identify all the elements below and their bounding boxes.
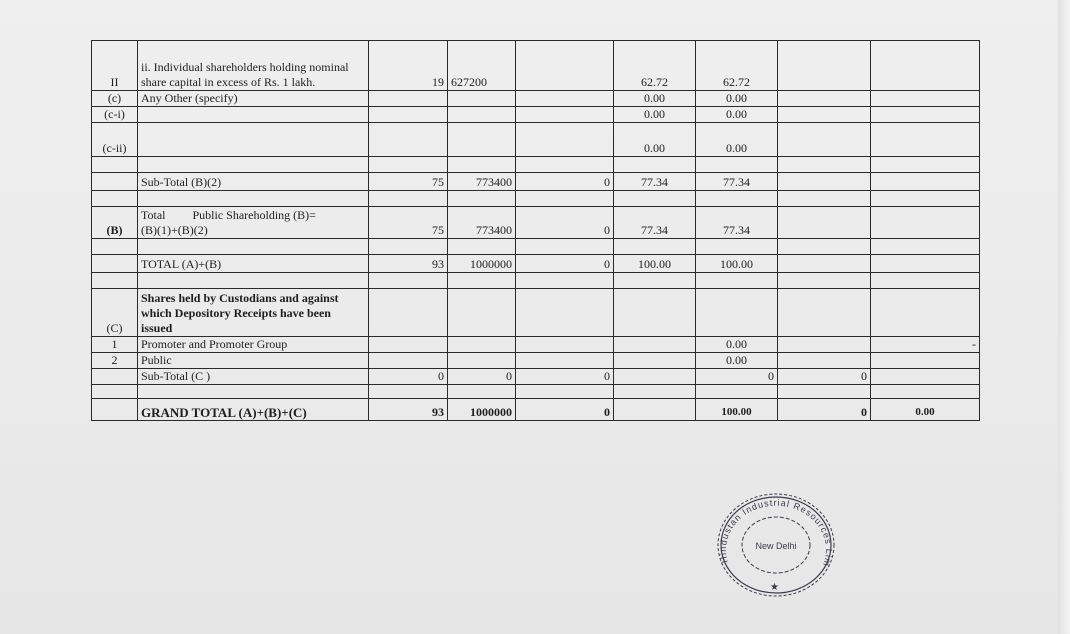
empty-cell — [778, 239, 871, 255]
demat-cell: 0 — [516, 255, 614, 273]
empty-cell — [369, 157, 448, 173]
holders-cell: 93 — [369, 399, 448, 421]
empty-cell — [871, 289, 980, 337]
empty-cell — [448, 289, 516, 337]
empty-cell — [696, 239, 778, 255]
empty-cell — [448, 123, 516, 157]
shares-cell: 773400 — [448, 207, 516, 239]
pct-a-cell: 0.00 — [614, 123, 696, 157]
row-description: ii. Individual shareholders holding nominal share capital in excess of Rs. 1 lakh. — [138, 41, 369, 91]
row-description: Promoter and Promoter Group — [138, 337, 369, 353]
empty-cell — [778, 173, 871, 191]
empty-cell — [871, 369, 980, 385]
company-seal — [714, 490, 838, 600]
empty-cell — [871, 207, 980, 239]
empty-cell — [614, 191, 696, 207]
empty-cell — [871, 191, 980, 207]
empty-cell — [369, 337, 448, 353]
pct-b-cell: 0.00 — [696, 107, 778, 123]
svg-text:Hindustan Industrial Resources — [714, 490, 834, 568]
shareholding-table — [91, 40, 980, 421]
row-description: Public — [138, 353, 369, 369]
desc-part: Total — [141, 208, 166, 222]
empty-cell — [778, 207, 871, 239]
empty-cell — [778, 91, 871, 107]
demat-cell: 0 — [516, 207, 614, 239]
table-row — [92, 273, 980, 289]
empty-cell — [871, 123, 980, 157]
empty-cell — [138, 123, 369, 157]
seal-company-name: Hindustan Industrial Resources Lim — [717, 497, 835, 569]
empty-cell — [871, 385, 980, 399]
seal-icon — [714, 490, 838, 600]
table-row — [92, 255, 980, 273]
table-row — [92, 91, 980, 107]
empty-cell — [138, 191, 369, 207]
empty-cell — [92, 273, 138, 289]
empty-cell — [138, 385, 369, 399]
empty-cell — [778, 41, 871, 91]
empty-cell — [369, 385, 448, 399]
pct-b-cell: 0.00 — [696, 91, 778, 107]
pct-a-cell: 100.00 — [614, 255, 696, 273]
pct-b-cell: 0.00 — [696, 337, 778, 353]
empty-cell — [516, 273, 614, 289]
holders-cell: 0 — [369, 369, 448, 385]
table-row — [92, 337, 980, 353]
pct-b-cell: 0.00 — [696, 123, 778, 157]
empty-cell — [92, 255, 138, 273]
empty-cell — [778, 157, 871, 173]
row-code: (c) — [92, 91, 138, 107]
empty-cell — [138, 107, 369, 123]
empty-cell — [92, 173, 138, 191]
table-row — [92, 191, 980, 207]
table-row — [92, 173, 980, 191]
empty-cell — [448, 273, 516, 289]
shares-cell: 1000000 — [448, 399, 516, 421]
pct-b-cell: 62.72 — [696, 41, 778, 91]
empty-cell — [614, 369, 696, 385]
empty-cell — [871, 173, 980, 191]
table-row — [92, 207, 980, 239]
empty-cell — [369, 353, 448, 369]
empty-cell — [516, 337, 614, 353]
empty-cell — [92, 399, 138, 421]
empty-cell — [614, 273, 696, 289]
empty-cell — [614, 289, 696, 337]
pct-a-cell: 62.72 — [614, 41, 696, 91]
shares-cell: 627200 — [448, 41, 516, 91]
row-description: TOTAL (A)+(B) — [138, 255, 369, 273]
pct-a-cell: 77.34 — [614, 207, 696, 239]
empty-cell — [516, 157, 614, 173]
empty-cell — [871, 273, 980, 289]
empty-cell — [516, 91, 614, 107]
empty-cell — [778, 289, 871, 337]
row-description: Sub-Total (C ) — [138, 369, 369, 385]
empty-cell — [448, 353, 516, 369]
demat-cell: 0 — [516, 399, 614, 421]
empty-cell — [778, 255, 871, 273]
empty-cell — [92, 157, 138, 173]
pledged-cell: 0 — [778, 369, 871, 385]
empty-cell — [92, 385, 138, 399]
empty-cell — [516, 385, 614, 399]
empty-cell — [369, 191, 448, 207]
empty-cell — [516, 239, 614, 255]
empty-cell — [516, 353, 614, 369]
table-row — [92, 123, 980, 157]
empty-cell — [448, 157, 516, 173]
page-edge — [1058, 0, 1070, 634]
table-row — [92, 399, 980, 421]
pct-a-cell: 0.00 — [614, 107, 696, 123]
empty-cell — [871, 107, 980, 123]
empty-cell — [369, 107, 448, 123]
table-row — [92, 385, 980, 399]
holders-cell: 75 — [369, 173, 448, 191]
row-code: 2 — [92, 353, 138, 369]
empty-cell — [369, 123, 448, 157]
row-description: Sub-Total (B)(2) — [138, 173, 369, 191]
empty-cell — [516, 289, 614, 337]
empty-cell — [778, 107, 871, 123]
empty-cell — [614, 337, 696, 353]
empty-cell — [696, 289, 778, 337]
pct-a-cell: 0.00 — [614, 91, 696, 107]
empty-cell — [696, 385, 778, 399]
shares-cell: 1000000 — [448, 255, 516, 273]
empty-cell — [138, 157, 369, 173]
pct-b-cell: 77.34 — [696, 173, 778, 191]
holders-cell: 75 — [369, 207, 448, 239]
table-row — [92, 41, 980, 91]
desc-part: (B)(1)+(B)(2) — [141, 223, 208, 237]
shares-cell: 0 — [448, 369, 516, 385]
empty-cell — [516, 107, 614, 123]
table-row — [92, 289, 980, 337]
pledged-cell: 0 — [778, 399, 871, 421]
empty-cell — [369, 289, 448, 337]
empty-cell — [871, 239, 980, 255]
empty-cell — [448, 91, 516, 107]
pct-b-cell: 100.00 — [696, 399, 778, 421]
demat-cell: 0 — [516, 369, 614, 385]
empty-cell — [448, 191, 516, 207]
empty-cell — [448, 385, 516, 399]
pct-b-cell: 0 — [696, 369, 778, 385]
table-row — [92, 369, 980, 385]
holders-cell: 93 — [369, 255, 448, 273]
empty-cell — [696, 191, 778, 207]
pledged-pct-cell: 0.00 — [871, 399, 980, 421]
row-code: (c-i) — [92, 107, 138, 123]
table-row — [92, 107, 980, 123]
empty-cell — [138, 239, 369, 255]
empty-cell — [448, 107, 516, 123]
empty-cell — [448, 239, 516, 255]
empty-cell — [369, 273, 448, 289]
empty-cell — [92, 369, 138, 385]
empty-cell — [778, 273, 871, 289]
empty-cell — [778, 123, 871, 157]
empty-cell — [614, 385, 696, 399]
row-description — [138, 207, 369, 239]
shares-cell: 773400 — [448, 173, 516, 191]
seal-city: New Delhi — [755, 541, 797, 551]
row-code: (B) — [92, 207, 138, 239]
empty-cell — [871, 91, 980, 107]
row-description: Any Other (specify) — [138, 91, 369, 107]
row-code: 1 — [92, 337, 138, 353]
table-row — [92, 239, 980, 255]
empty-cell — [516, 191, 614, 207]
empty-cell — [778, 191, 871, 207]
empty-cell — [516, 123, 614, 157]
empty-cell — [138, 273, 369, 289]
table-row — [92, 353, 980, 369]
pct-b-cell: 100.00 — [696, 255, 778, 273]
demat-cell: 0 — [516, 173, 614, 191]
pct-a-cell: 77.34 — [614, 173, 696, 191]
seal-star-icon: ★ — [770, 582, 779, 593]
empty-cell — [369, 91, 448, 107]
empty-cell — [614, 399, 696, 421]
empty-cell — [92, 239, 138, 255]
row-code: II — [92, 41, 138, 91]
empty-cell — [614, 239, 696, 255]
row-description: Shares held by Custodians and against which Depository Receipts have been issued — [138, 289, 369, 337]
empty-cell — [614, 353, 696, 369]
row-description: GRAND TOTAL (A)+(B)+(C) — [138, 399, 369, 421]
dash-cell: - — [871, 337, 980, 353]
empty-cell — [448, 337, 516, 353]
pct-b-cell: 77.34 — [696, 207, 778, 239]
empty-cell — [614, 157, 696, 173]
empty-cell — [871, 157, 980, 173]
empty-cell — [871, 353, 980, 369]
table-row — [92, 157, 980, 173]
empty-cell — [778, 337, 871, 353]
row-code: (c-ii) — [92, 123, 138, 157]
empty-cell — [92, 191, 138, 207]
pct-b-cell: 0.00 — [696, 353, 778, 369]
empty-cell — [696, 157, 778, 173]
empty-cell — [871, 41, 980, 91]
row-code: (C) — [92, 289, 138, 337]
demat-cell — [516, 41, 614, 91]
empty-cell — [871, 255, 980, 273]
holders-cell: 19 — [369, 41, 448, 91]
empty-cell — [369, 239, 448, 255]
empty-cell — [778, 353, 871, 369]
empty-cell — [778, 385, 871, 399]
desc-part: Public Shareholding (B)= — [192, 208, 316, 222]
empty-cell — [696, 273, 778, 289]
